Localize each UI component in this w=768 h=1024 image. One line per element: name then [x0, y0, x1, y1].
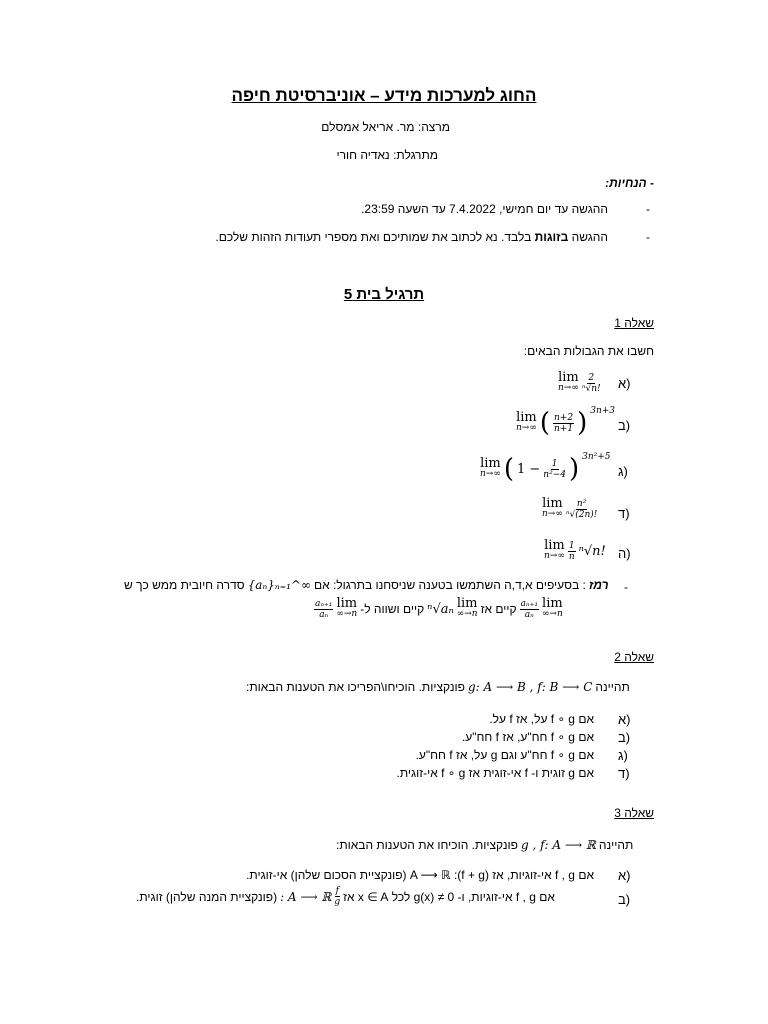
q2-label-d: ד)	[618, 766, 630, 781]
q1-label-e: ה)	[618, 546, 631, 561]
fraction: $\frac{\text{aₙ₊₁}}{\text{aₙ}}$	[315, 598, 333, 620]
q2-item-b: אם f ∘ g חח"ע, אז f חח"ע.	[461, 730, 594, 744]
q1-prompt: חשבו את הגבולות הבאים:	[523, 344, 654, 358]
lecturer-line: מרצה: מר. אריאל אמסלם	[321, 120, 450, 134]
q3-title: שאלה 3	[614, 806, 654, 820]
limit-c: lim n→∞ ( 1 − $\frac{1}{\text{n²−4}}$ ) 3n²+5	[480, 452, 611, 484]
instruction-deadline: ההגשה עד יום חמישי, 7.4.2022 עד השעה 23:59.	[361, 202, 608, 216]
fraction: $\frac{f}{g}$	[334, 886, 341, 907]
q2-title: שאלה 2	[614, 650, 654, 664]
ta-line: מתרגלת: נאדיה חורי	[336, 148, 438, 162]
lim-operator: lim n→∞	[544, 538, 565, 561]
q1-label-a: א)	[618, 376, 631, 391]
hint-label: רמז	[588, 578, 609, 592]
hint-line-2: lim n→∞ $\frac{\text{aₙ₊₁}}{\text{aₙ}}$ קיים אז lim n→∞ ⁿ√aₙ קיים ושווה ל- lim n→∞ $\frac{\text{aₙ₊₁}}{\text{aₙ}}$	[315, 596, 563, 620]
instruction-pairs-pre: ההגשה	[568, 230, 608, 244]
hint-text-b: סדרה חיובית ממש כך ש	[124, 578, 245, 592]
bullet-dash: -	[646, 202, 650, 216]
limit-b: lim n→∞ ( $\frac{n+2}{n+1}$ ) 3n+3	[516, 406, 616, 438]
fraction: $\frac{2}{\text{ⁿ√n!}}$	[581, 372, 601, 394]
q2-item-a: אם f ∘ g על, אז f על.	[489, 712, 594, 726]
q3-prompt: תהיינה g , f: A ⟶ ℝ פונקציות. הוכיחו את הטענות הבאות:	[336, 838, 634, 852]
q3-item-b: אם f , g אי-זוגיות, ו- g(x) ≠ 0 לכל x ∈ A אז $\frac{f}{g}$ : A ⟶ ℝ (פונקציית המנה שלהן) זוגית.	[136, 886, 555, 907]
q1-label-c: ג)	[618, 464, 628, 479]
bullet-dash: -	[646, 230, 650, 244]
hint-dash: -	[624, 580, 628, 594]
fraction: $\frac{n+2}{n+1}$	[554, 412, 574, 434]
q2-label-a: א)	[618, 712, 631, 727]
q3-label-b: ב)	[618, 892, 631, 907]
instruction-pairs-post: בלבד. נא לכתוב את שמותיכם ואת מספרי תעודות הזהות שלכם.	[215, 230, 535, 244]
fraction: $\frac{\text{n²}}{\text{ⁿ√(2n)!}}$	[565, 498, 598, 520]
fraction: $\frac{\text{aₙ₊₁}}{\text{aₙ}}$	[520, 598, 538, 620]
lim-operator: lim n→∞	[336, 596, 358, 619]
q2-item-d: אם g זוגית ו- f אי-זוגית אז f ∘ g אי-זוגית.	[396, 766, 594, 780]
q2-prompt: תהיינה g: A ⟶ B , f: B ⟶ C פונקציות. הוכיחו\הפריכו את הטענות הבאות:	[246, 680, 630, 694]
hint-text: : בסעיפים א,ד,ה השתמשו בטענה שניסחנו בתרגול: אם	[313, 578, 586, 592]
instruction-pairs	[148, 230, 608, 244]
lim-operator: lim n→∞	[558, 370, 579, 393]
fraction: $\frac{1}{n}$	[568, 540, 575, 562]
q3-label-a: א)	[618, 868, 631, 883]
lim-operator: lim n→∞	[456, 596, 478, 619]
fraction: $\frac{1}{\text{n²−4}}$	[543, 458, 566, 480]
q1-label-d: ד)	[618, 506, 630, 521]
q2-item-c: אם f ∘ g חח"ע וגם g על, אז f חח"ע.	[415, 748, 594, 762]
q1-label-b: ב)	[618, 418, 631, 433]
lim-operator: lim n→∞	[480, 456, 501, 479]
hint-sequence: {aₙ}ₙ₌₁^∞	[247, 578, 311, 592]
limit-a	[558, 372, 601, 394]
instructions-heading: - הנחיות:	[605, 176, 654, 190]
q2-label-b: ב)	[618, 730, 631, 745]
lim-operator: lim n→∞	[541, 596, 563, 619]
q3-item-a: אם f , g אי-זוגיות, אז (f + g): A ⟶ ℝ (פונקציית הסכום שלהן) אי-זוגית.	[246, 868, 594, 882]
exponent: 3n²+5	[582, 452, 611, 462]
q2-label-c: ג)	[618, 748, 628, 763]
page-title: החוג למערכות מידע – אוניברסיטת חיפה	[231, 86, 537, 105]
q1-title: שאלה 1	[614, 316, 654, 330]
hint-line-1	[124, 578, 609, 592]
instruction-pairs-bold: בזוגות	[534, 230, 569, 244]
lim-operator: lim n→∞	[542, 496, 563, 519]
limit-e: lim n→∞ $\frac{1}{n}$ ⁿ√n!	[544, 538, 606, 562]
limit-d	[542, 498, 597, 520]
lim-operator: lim n→∞	[516, 410, 537, 433]
exponent: 3n+3	[590, 406, 616, 416]
assignment-title: תרגיל בית 5	[343, 286, 425, 303]
